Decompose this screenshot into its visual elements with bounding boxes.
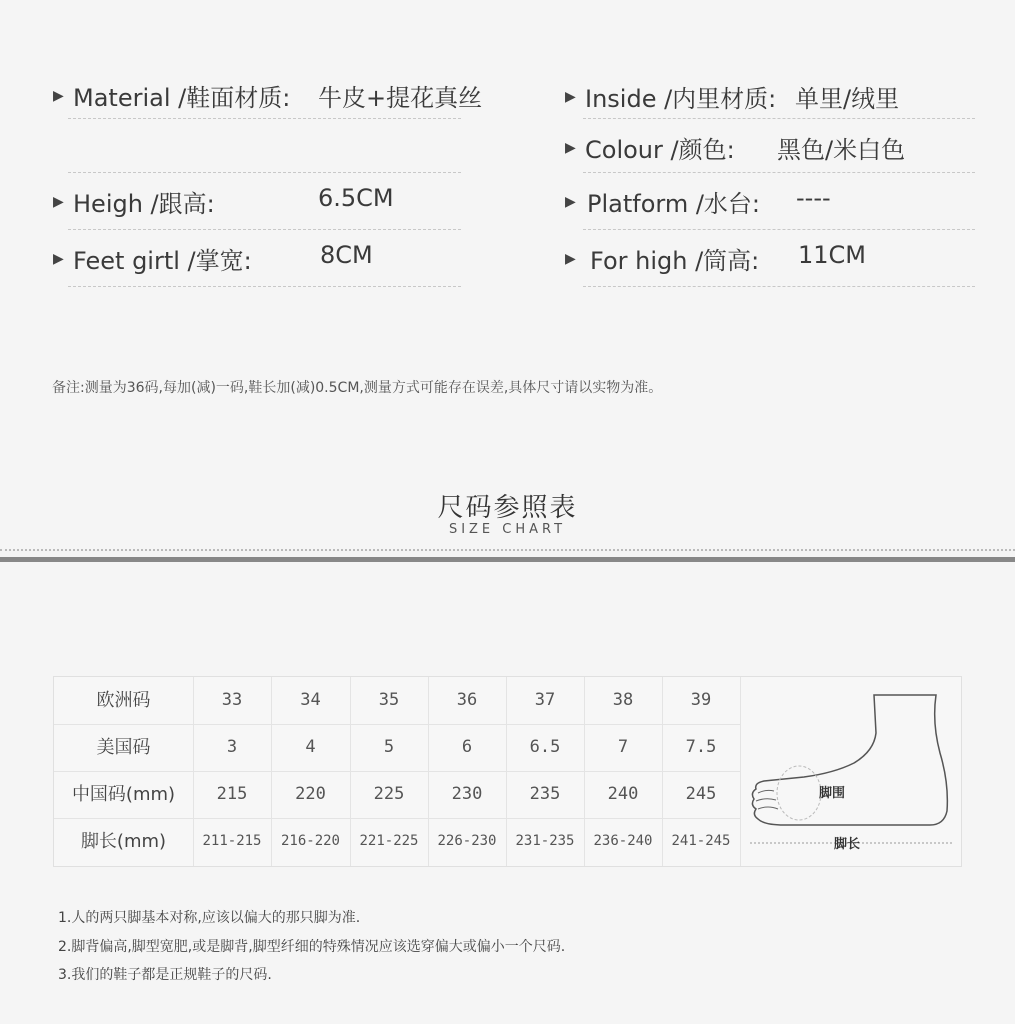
spec-inside-label: Inside /内里材质: (585, 85, 777, 113)
table-cell: 36 (456, 690, 478, 710)
spec-material-label: Material /鞋面材质: (73, 84, 291, 112)
table-cell: 5 (383, 737, 395, 757)
divider (68, 229, 461, 230)
table-cell: 4 (305, 737, 316, 757)
arrow-right-icon: ▶ (53, 88, 64, 104)
spec-material-value: 牛皮+提花真丝 (318, 84, 483, 112)
foot-length-label: 脚长 (834, 837, 861, 852)
table-cell: 216-220 (280, 833, 340, 849)
table-cell: 33 (221, 690, 243, 710)
spec-heigh-label: Heigh /跟高: (73, 190, 215, 218)
measurement-note: 备注:测量为36码,每加(减)一码,鞋长加(减)0.5CM,测量方式可能存在误差,具体尺寸请以实物为准。 (52, 380, 663, 396)
table-cell: 230 (451, 784, 483, 804)
table-cell: 34 (300, 690, 321, 710)
arrow-right-icon: ▶ (53, 251, 64, 267)
tip-1: 1.人的两只脚基本对称,应该以偏大的那只脚为准. (58, 910, 361, 926)
row-header-eu: 欧洲码 (96, 690, 151, 711)
arrow-right-icon: ▶ (53, 194, 64, 210)
spec-forhigh-label: For high /筒高: (590, 247, 760, 275)
divider (68, 118, 461, 119)
table-cell: 236-240 (593, 833, 653, 849)
size-chart-title: 尺码参照表 (437, 493, 578, 523)
spec-platform-value: ---- (796, 184, 831, 212)
table-cell: 6.5 (529, 737, 561, 757)
divider (583, 118, 975, 119)
arrow-right-icon: ▶ (565, 89, 576, 105)
table-cell: 225 (373, 784, 405, 804)
table-cell: 39 (690, 690, 712, 710)
divider (68, 172, 461, 173)
section-divider-bar (0, 557, 1015, 562)
spec-inside-value: 单里/绒里 (795, 85, 900, 113)
table-cell: 37 (534, 690, 556, 710)
table-cell: 35 (378, 690, 400, 710)
table-cell: 7 (617, 737, 629, 757)
size-table (53, 676, 962, 867)
table-cell: 241-245 (671, 833, 731, 849)
table-cell: 240 (607, 784, 639, 804)
table-cell: 215 (216, 784, 248, 804)
arrow-right-icon: ▶ (565, 251, 576, 267)
table-cell: 3 (226, 737, 238, 757)
table-cell: 220 (295, 784, 326, 804)
row-header-cn: 中国码(mm) (71, 784, 176, 805)
row-header-us: 美国码 (96, 737, 151, 758)
arrow-right-icon: ▶ (565, 194, 576, 210)
tip-2: 2.脚背偏高,脚型宽肥,或是脚背,脚型纤细的特殊情况应该选穿偏大或偏小一个尺码. (58, 939, 566, 955)
table-cell: 221-225 (359, 833, 419, 849)
spec-colour-label: Colour /颜色: (585, 136, 735, 164)
table-cell: 226-230 (437, 833, 497, 849)
spec-platform-label: Platform /水台: (587, 190, 761, 218)
tip-3: 3.我们的鞋子都是正规鞋子的尺码. (58, 967, 272, 983)
grid-line (740, 677, 741, 866)
spec-colour-value: 黑色/米白色 (777, 136, 906, 164)
table-cell: 38 (612, 690, 634, 710)
spec-feet-value: 8CM (320, 241, 373, 269)
spec-forhigh-value: 11CM (798, 241, 867, 269)
row-header-foot-length: 脚长(mm) (80, 831, 167, 852)
foot-girth-label: 脚围 (819, 786, 846, 801)
arrow-right-icon: ▶ (565, 140, 576, 156)
divider (68, 286, 461, 287)
divider (583, 172, 975, 173)
table-cell: 235 (529, 784, 561, 804)
divider (583, 229, 975, 230)
table-cell: 231-235 (515, 833, 575, 849)
table-cell: 6 (461, 737, 473, 757)
table-cell: 7.5 (685, 737, 717, 757)
section-divider-dotted (0, 549, 1015, 551)
size-chart-subtitle: SIZE CHART (448, 522, 567, 537)
table-cell: 245 (685, 784, 717, 804)
divider (583, 286, 975, 287)
spec-feet-label: Feet girtl /掌宽: (73, 247, 252, 275)
spec-heigh-value: 6.5CM (318, 184, 394, 212)
table-cell: 211-215 (202, 833, 262, 849)
